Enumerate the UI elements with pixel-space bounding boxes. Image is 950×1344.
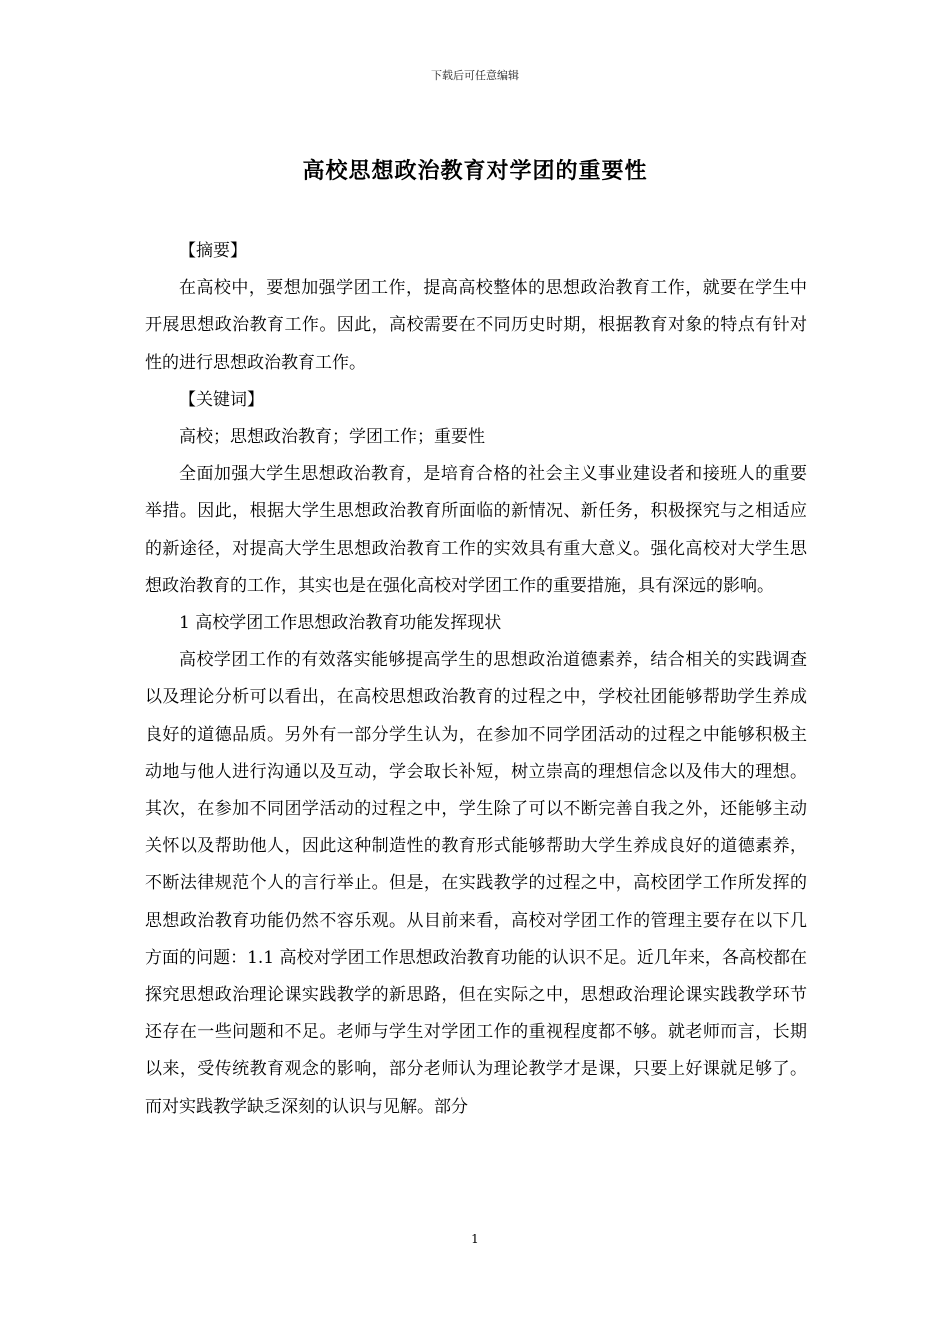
intro-paragraph: 全面加强大学生思想政治教育，是培育合格的社会主义事业建设者和接班人的重要举措。因此，根据大学生思想政治教育所面临的新情况、新任务，积极探究与之相适应的新途径，对提高大学生思想政治教育工作的实效具有重大意义。强化高校对大学生思想政治教育的工作，其实也是在强化高校对学团工作的重要措施，具有深远的影响。: [145, 464, 807, 596]
page-header: 下载后可任意编辑: [431, 69, 519, 82]
keywords-heading: 【关键词】: [179, 389, 264, 410]
abstract-text: 在高校中，要想加强学团工作，提高高校整体的思想政治教育工作，就要在学生中开展思想政治教育工作。因此，高校需要在不同历史时期，根据教育对象的特点有针对性的进行思想政治教育工作。: [145, 278, 807, 373]
section-paragraph: 高校学团工作的有效落实能够提高学生的思想政治道德素养，结合相关的实践调查以及理论分析可以看出，在高校思想政治教育的过程之中，学校社团能够帮助学生养成良好的道德品质。另外有一部分学生认为，在参加不同学团活动的过程之中能够积极主动地与他人进行沟通以及互动，学会取长补短，树立崇高的理想信念以及伟大的理想。其次，在参加不同团学活动的过程之中，学生除了可以不断完善自我之外，还能够主动关怀以及帮助他人，因此这种制造性的教育形式能够帮助大学生养成良好的道德素养，不断法律规范个人的言行举止。但是，在实践教学的过程之中，高校团学工作所发挥的思想政治教育功能仍然不容乐观。从目前来看，高校对学团工作的管理主要存在以下几方面的问题：1.1 高校对学团工作思想政治教育功能的认识不足。近几年来，各高校都在探究思想政治理论课实践教学的新思路，但在实际之中，思想政治理论课实践教学环节还存在一些问题和不足。老师与学生对学团工作的重视程度都不够。就老师而言，长期以来，受传统教育观念的影响，部分老师认为理论教学才是课，只要上好课就足够了。而对实践教学缺乏深刻的认识与见解。部分: [145, 650, 807, 1117]
page-number: 1: [471, 1232, 479, 1246]
document-title: 高校思想政治教育对学团的重要性: [302, 158, 648, 184]
document-body: [145, 233, 807, 1126]
section-heading: 1 高校学团工作思想政治教育功能发挥现状: [179, 613, 502, 634]
keywords-text: 高校；思想政治教育；学团工作；重要性: [179, 427, 485, 448]
abstract-heading: 【摘要】: [179, 241, 247, 261]
